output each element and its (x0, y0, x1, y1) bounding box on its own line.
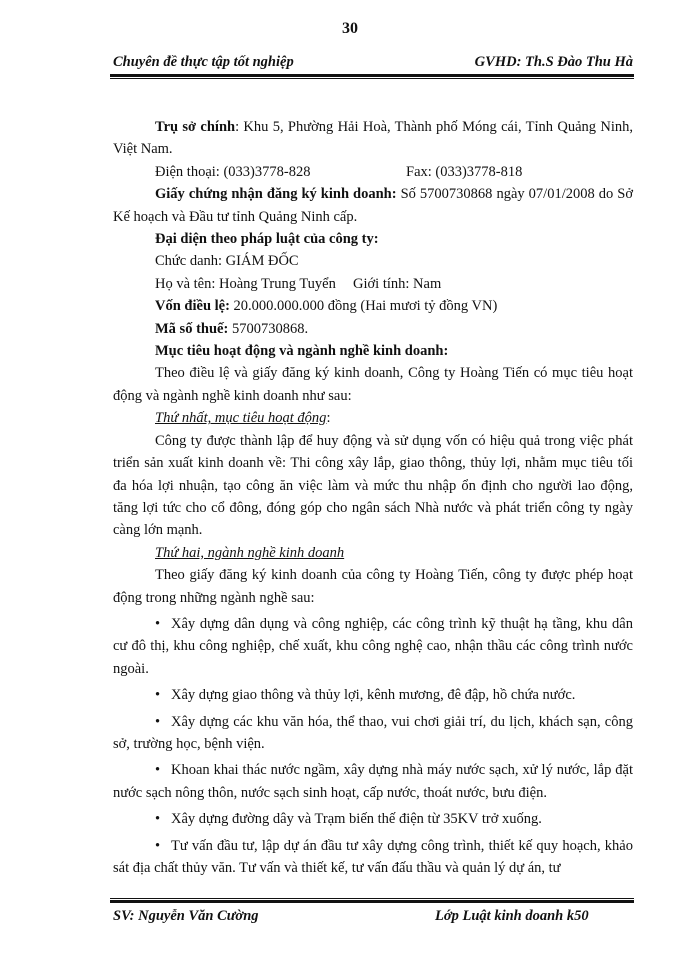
office-paragraph (113, 116, 633, 161)
capital-paragraph (113, 295, 633, 317)
list-item (113, 835, 633, 880)
name-text: Họ và tên: Hoàng Trung Tuyển (155, 275, 336, 292)
goals-heading: Mục tiêu hoạt động và ngành nghề kinh doanh: (155, 343, 449, 360)
header-rule (110, 74, 634, 79)
list-item (113, 759, 633, 804)
office-label: Trụ sở chính (155, 119, 236, 135)
list-item-text: Khoan khai thác nước ngầm, xây dựng nhà máy nước sạch, xử lý nước, lắp đặt nước sạch nông thôn, nước sạch sinh hoạt, cấp nước, thoát nước, bưu điện. (113, 762, 633, 801)
representative-heading: Đại diện theo pháp luật của công ty: (155, 231, 379, 248)
goals-intro: Theo điều lệ và giấy đăng ký kinh doanh, Công ty Hoàng Tiến có mục tiêu hoạt động và ngành nghề kinh doanh như sau: (113, 365, 633, 404)
capital-text: 20.000.000.000 đồng (Hai mươi tỷ đồng VN) (229, 298, 498, 315)
phone-text: Điện thoại: (033)3778-828 (155, 163, 311, 180)
capital-label: Vốn điều lệ: (155, 298, 230, 315)
license-paragraph (113, 183, 633, 228)
bullet-icon: • (155, 762, 161, 779)
fax-text: Fax: (033)3778-818 (406, 163, 523, 180)
page-number: 30 (342, 20, 358, 37)
first-heading-colon: : (326, 410, 331, 427)
footer-rule (110, 898, 634, 903)
bullet-icon: • (155, 811, 161, 828)
header-advisor: GVHD: Th.S Đào Thu Hà (474, 54, 633, 70)
second-heading: Thứ hai, ngành nghề kinh doanh (155, 544, 345, 561)
first-heading-paragraph (113, 407, 633, 429)
name-row (113, 273, 633, 295)
tax-text: 5700730868. (228, 320, 309, 337)
footer-student: SV: Nguyễn Văn Cường (113, 908, 259, 924)
first-heading: Thứ nhất, mục tiêu hoạt động (155, 410, 327, 427)
tax-label: Mã số thuế: (155, 320, 229, 337)
list-item-text: Xây dựng đường dây và Trạm biến thế điện từ 35KV trở xuống. (171, 811, 542, 828)
page-footer (113, 908, 633, 925)
office-text: : Khu 5, Phường Hải Hoà, Thành phố Móng cái, Tỉnh Quảng Ninh, Việt Nam. (113, 119, 633, 158)
bullet-icon: • (155, 615, 161, 632)
list-item (113, 711, 633, 756)
list-item (113, 808, 633, 830)
list-item-text: Xây dựng dân dụng và công nghiệp, các công trình kỹ thuật hạ tầng, khu dân cư đô thị, khu công nghiệp, chế xuất, khu công nghệ cao, nhận thầu các công trình nước ngoài. (113, 615, 633, 677)
position-text: Chức danh: GIÁM ĐỐC (155, 253, 299, 270)
page-header (113, 54, 633, 71)
bullet-icon: • (155, 837, 161, 854)
footer-class: Lớp Luật kinh doanh k50 (435, 908, 589, 924)
list-item-text: Xây dựng giao thông và thủy lợi, kênh mương, đê đập, hồ chứa nước. (171, 687, 576, 704)
second-intro: Theo giấy đăng ký kinh doanh của công ty Hoàng Tiến, công ty được phép hoạt động trong những ngành nghề sau: (113, 567, 633, 606)
list-item (113, 613, 633, 680)
license-text: Số 5700730868 ngày 07/01/2008 do Sở Kế hoạch và Đầu tư tỉnh Quảng Ninh cấp. (113, 186, 633, 225)
license-label: Giấy chứng nhận đăng ký kinh doanh: (155, 186, 397, 203)
header-title: Chuyên đề thực tập tốt nghiệp (113, 54, 294, 70)
document-body (113, 116, 633, 879)
list-item-text: Tư vấn đầu tư, lập dự án đầu tư xây dựng công trình, thiết kế quy hoạch, khảo sát địa chất thủy văn. Tư vấn và thiết kế, tư vấn đấu thầu và quản lý dự án, tư (113, 837, 633, 876)
tax-paragraph (113, 318, 633, 340)
list-item (113, 684, 633, 706)
bullet-icon: • (155, 687, 161, 704)
gender-text: Giới tính: Nam (353, 275, 442, 292)
contact-row (113, 161, 633, 183)
bullet-icon: • (155, 713, 161, 730)
first-text: Công ty được thành lập để huy động và sử dụng vốn có hiệu quả trong việc phát triển sản xuất kinh doanh về: Thi công xây lắp, giao thông, thủy lợi, nhằm mục tiêu tối đa hóa lợi nhuận, tạo công ăn việc làm và mức thu nhập ổn định cho người lao động, tăng lợi tức cho cổ đông, đóng góp cho ngân sách Nhà nước và phát triển công ty ngày càng lớn mạnh. (113, 432, 633, 539)
list-item-text: Xây dựng các khu văn hóa, thể thao, vui chơi giải trí, du lịch, khách sạn, công sở, trường học, bệnh viện. (113, 713, 633, 752)
